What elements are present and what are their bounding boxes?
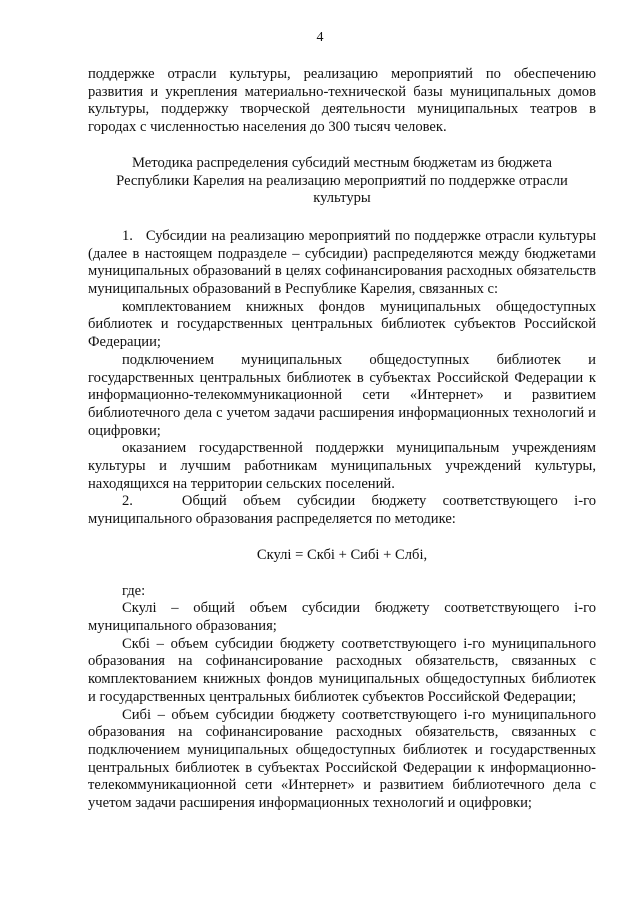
page-number: 4 xyxy=(316,30,324,45)
formula: Скулi = Скбi + Сибi + Слбi, xyxy=(256,546,428,563)
where-label: где: xyxy=(122,582,146,599)
paragraph-1b: подключением муниципальных общедоступных библиотек и государственных центральных библиотек в субъектах Российской Федерации к информационно-телекоммуникационной сети «Интернет» и развитием библиотечного дела с учетом задачи расширения информационных технологий и оцифровки; xyxy=(88,351,596,439)
intro-paragraph: поддержке отрасли культуры, реализацию мероприятий по обеспечению развития и укрепления материально-технической базы муниципальных домов культуры, поддержку творческой деятельности муниципальных театров в городах с численностью населения до 300 тысяч человек. xyxy=(88,66,596,136)
paragraph-1a: комплектованием книжных фондов муниципальных общедоступных библиотек и государственных центральных библиотек субъектов Российской Федерации; xyxy=(88,298,596,351)
definition-3: Сибi – объем субсидии бюджету соответствующего i-го муниципального образования на софинансирование расходных обязательств, связанных с подключением муниципальных общедоступных библиотек и государственных центральных библиотек в субъектах Российской Федерации к информационно-телекоммуникационной сети «Интернет» и развитием библиотечного дела с учетом задачи расширения информационных технологий и оцифровки; xyxy=(88,706,596,812)
paragraph-2: 2. Общий объем субсидии бюджету соответствующего i-го муниципального образования распределяется по методике: xyxy=(88,493,596,528)
definition-2: Скбi – объем субсидии бюджету соответствующего i-го муниципального образования на софинансирование расходных обязательств, связанных с комплектованием книжных фондов муниципальных общедоступных библиотек и государственных центральных библиотек субъектов Российской Федерации; xyxy=(88,635,596,705)
paragraph-1c: оказанием государственной поддержки муниципальным учреждениям культуры и лучшим работникам муниципальных учреждений культуры, находящихся на территории сельских поселений. xyxy=(88,440,596,492)
document-body xyxy=(88,66,596,813)
definition-1: Скулi – общий объем субсидии бюджету соответствующего i-го муниципального образования; xyxy=(88,600,596,634)
paragraph-1: 1. Субсидии на реализацию мероприятий по поддержке отрасли культуры (далее в настоящем подразделе – субсидии) распределяются между бюджетами муниципальных образований в целях софинансирования расходных обязательств муниципальных образований в Республике Карелия, связанных с: xyxy=(88,227,596,298)
section-heading: Методика распределения субсидий местным бюджетам из бюджета Республики Карелия на реализацию мероприятий по поддержке отрасли культуры xyxy=(116,154,568,207)
